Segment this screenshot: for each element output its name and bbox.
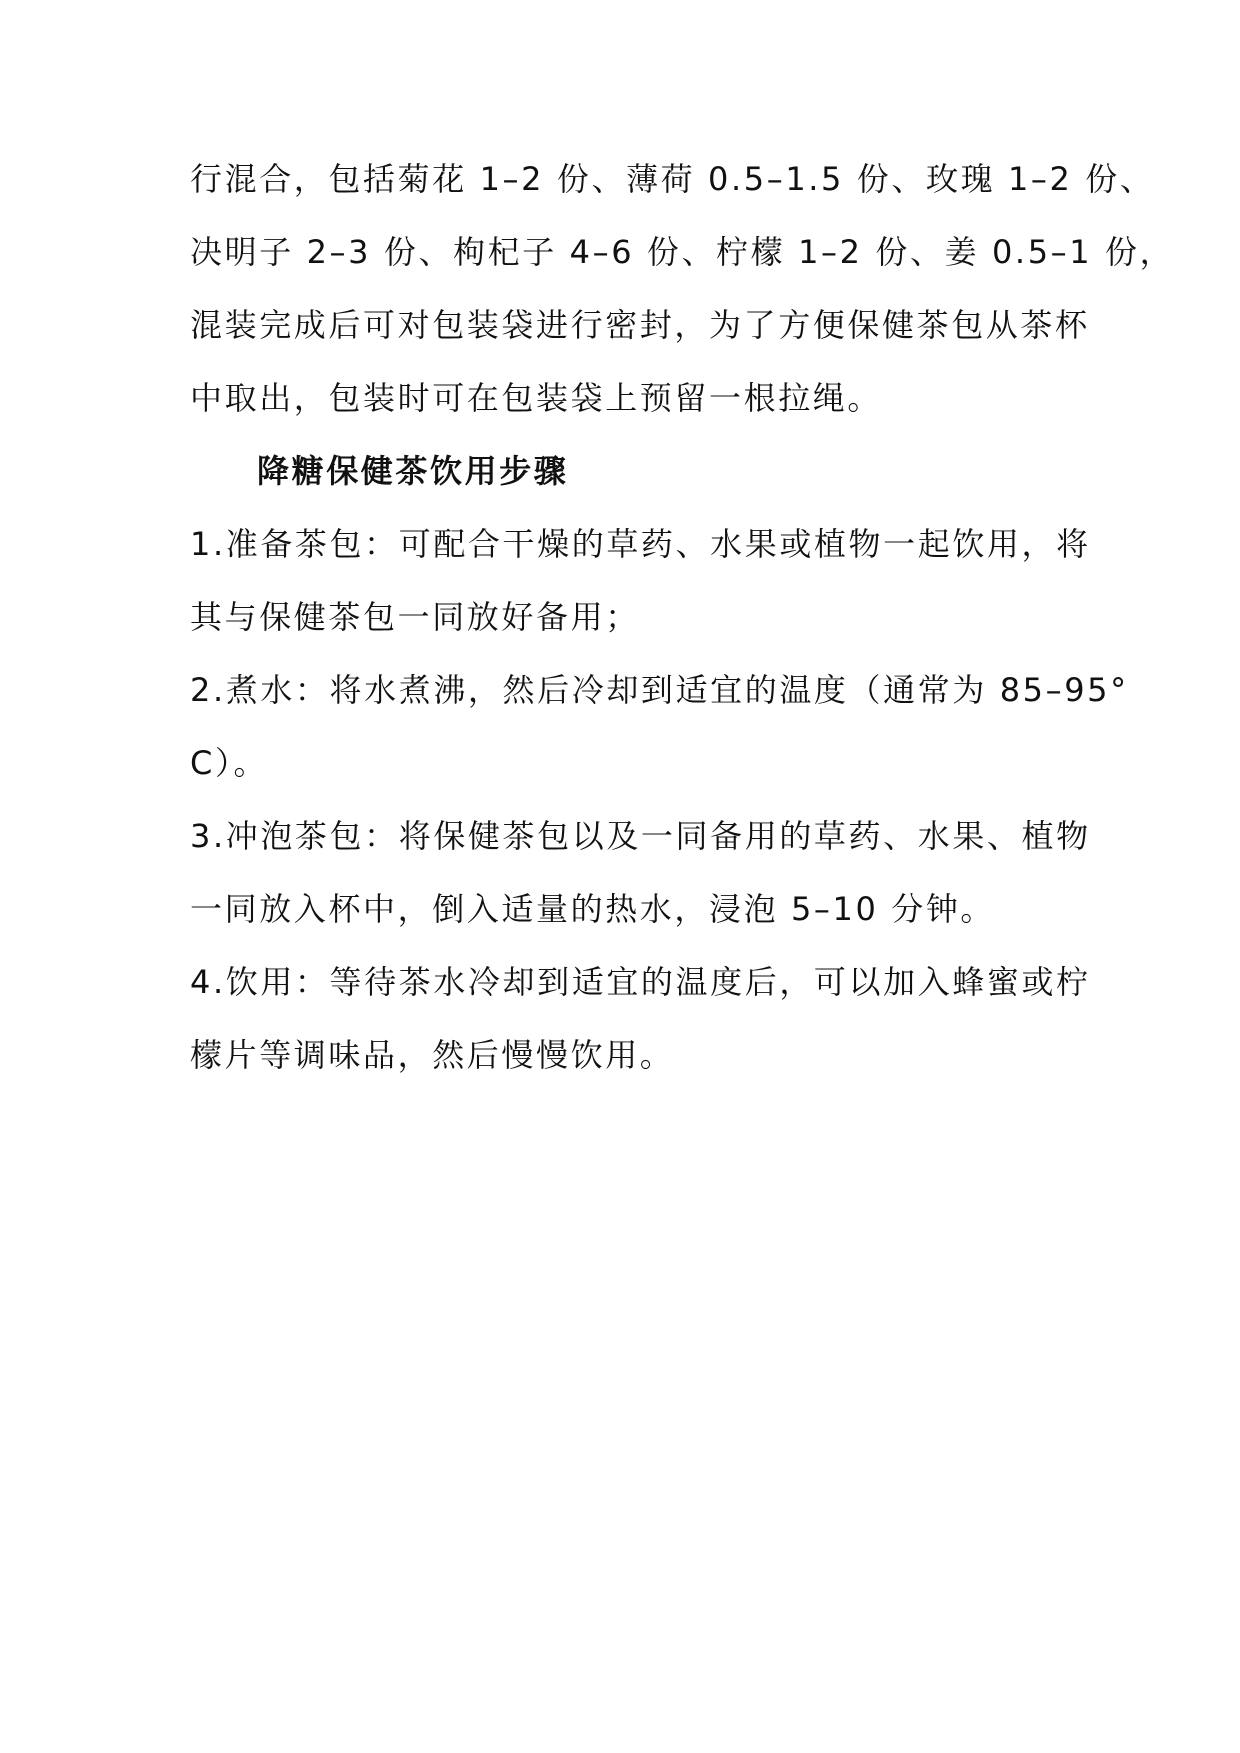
intro-line-2: 决明子 2–3 份、枸杞子 4–6 份、柠檬 1–2 份、姜 0.5–1 份， xyxy=(190,233,1175,271)
document-body xyxy=(190,143,1175,1092)
step-4-line-2: 檬片等调味品，然后慢慢饮用。 xyxy=(190,1036,675,1074)
step-3-line-1: 3.冲泡茶包：将保健茶包以及一同备用的草药、水果、植物 xyxy=(190,817,1091,855)
step-2-line-1: 2.煮水：将水煮沸，然后冷却到适宜的温度（通常为 85–95° xyxy=(190,671,1129,709)
section-heading: 降糖保健茶饮用步骤 xyxy=(257,452,569,490)
step-3-line-2: 一同放入杯中，倒入适量的热水，浸泡 5–10 分钟。 xyxy=(190,890,996,928)
step-4-line-1: 4.饮用：等待茶水冷却到适宜的温度后，可以加入蜂蜜或柠 xyxy=(190,963,1091,1001)
step-1-line-2: 其与保健茶包一同放好备用； xyxy=(190,598,640,636)
intro-line-3: 混装完成后可对包装袋进行密封，为了方便保健茶包从茶杯 xyxy=(190,306,1090,344)
step-2-line-2: C）。 xyxy=(190,744,269,782)
step-1-line-1: 1.准备茶包：可配合干燥的草药、水果或植物一起饮用，将 xyxy=(190,525,1091,563)
intro-line-1: 行混合，包括菊花 1–2 份、薄荷 0.5–1.5 份、玫瑰 1–2 份、 xyxy=(190,160,1155,198)
intro-line-4: 中取出，包装时可在包装袋上预留一根拉绳。 xyxy=(190,379,883,417)
